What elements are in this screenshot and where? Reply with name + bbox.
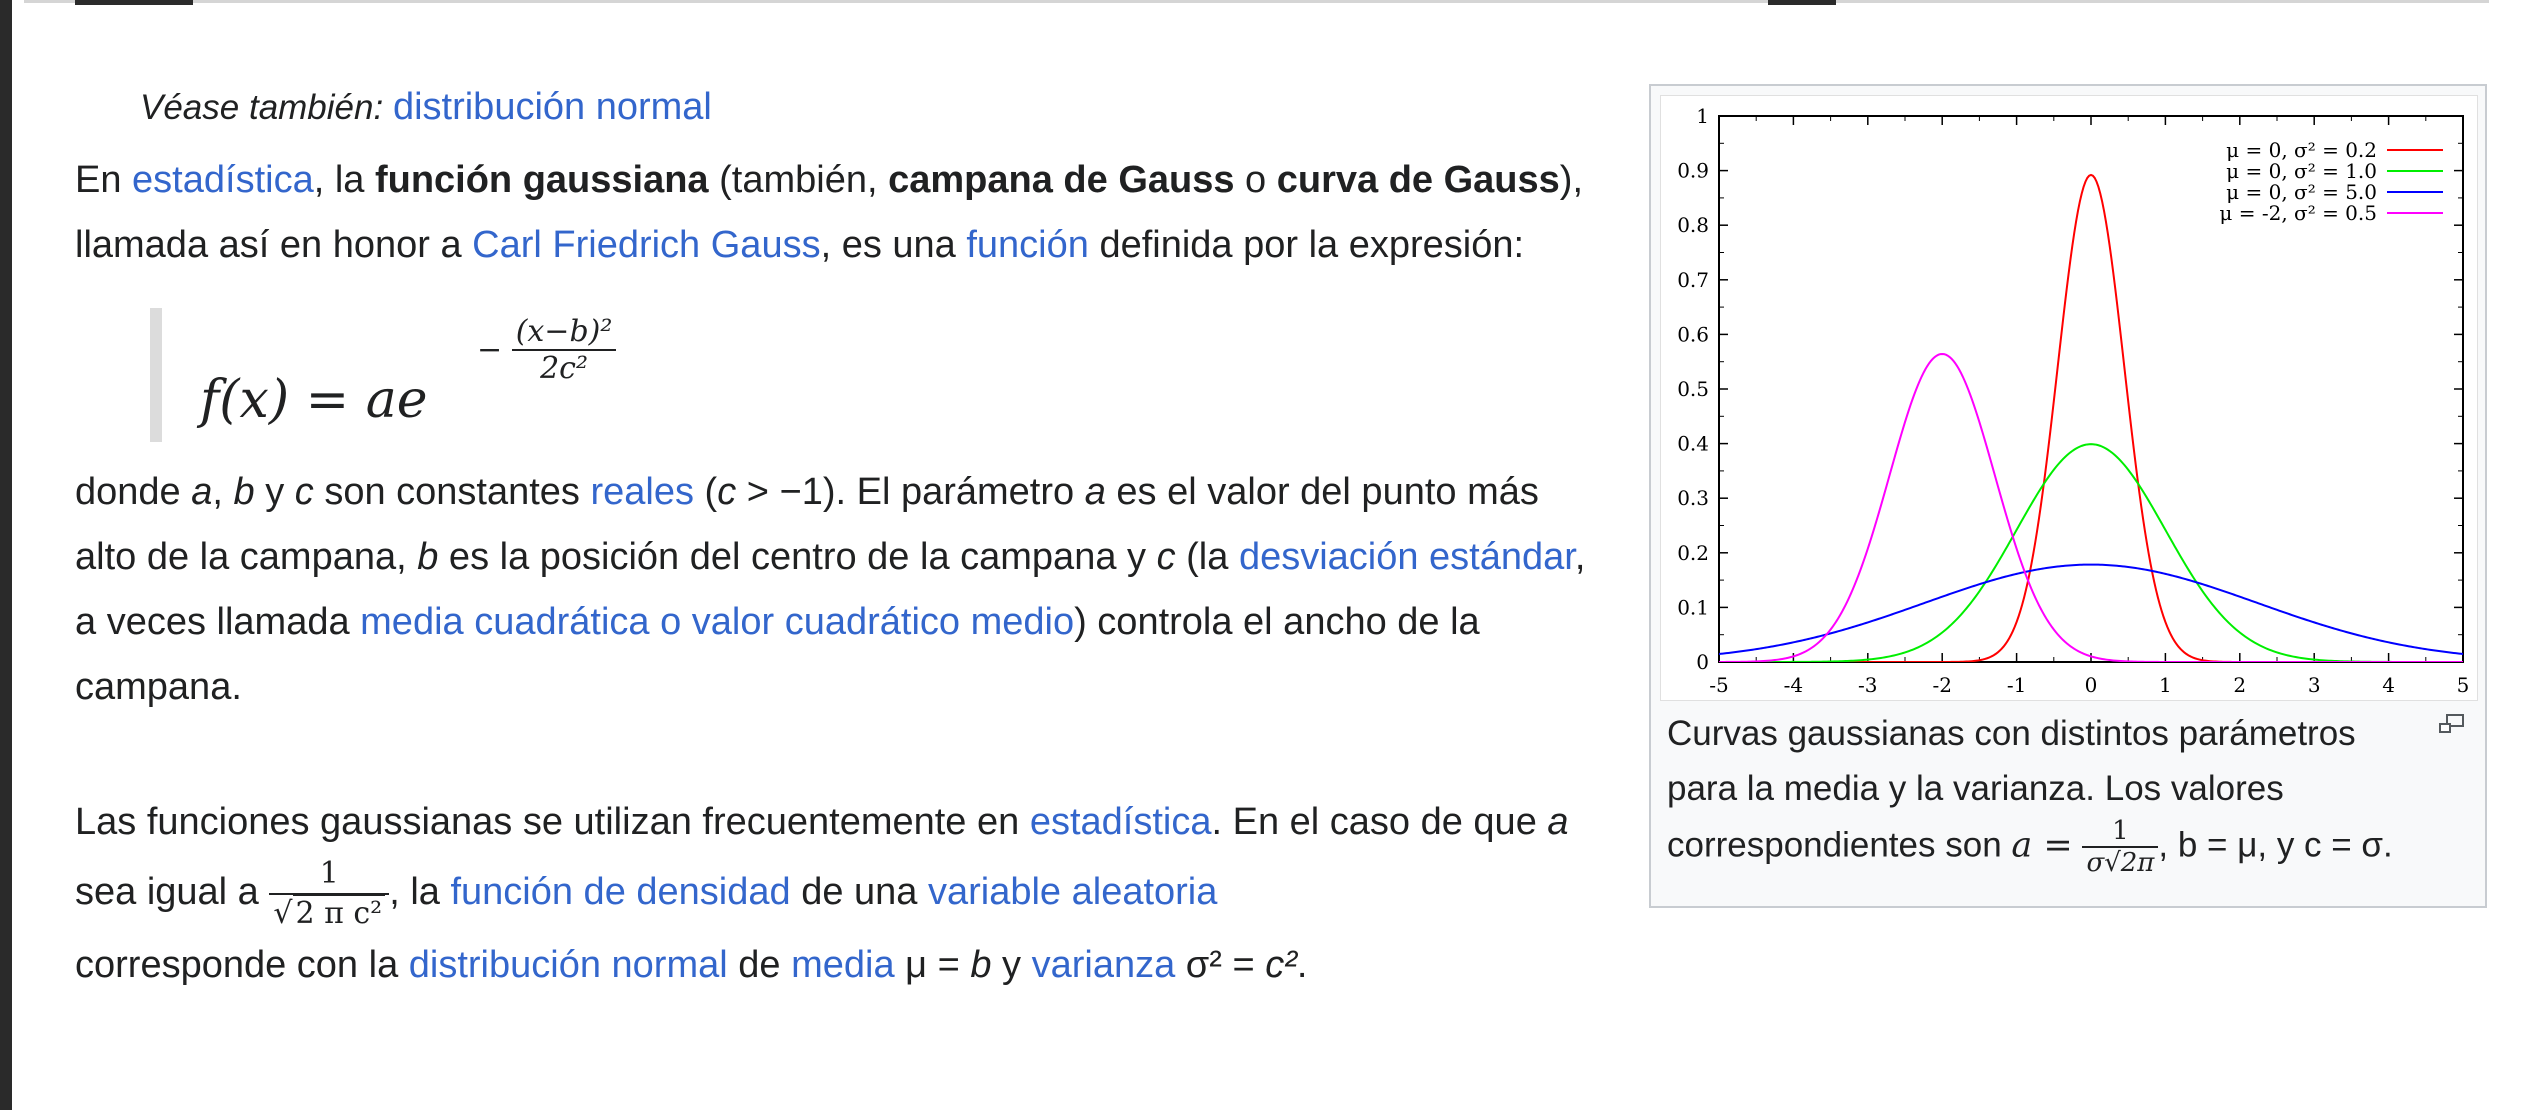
y-tick-label: 0	[1696, 650, 1709, 674]
paragraph-normal	[75, 790, 1595, 998]
text: Las funciones gaussianas se utilizan frecuentemente en	[75, 801, 1030, 843]
link-estadistica-2[interactable]: estadística	[1029, 801, 1212, 843]
var-c: c²	[1265, 944, 1297, 986]
hatnote-link[interactable]: distribución normal	[392, 86, 712, 128]
caption-frac-den: σ√2π	[2086, 848, 2155, 878]
x-tick-label: 2	[2233, 673, 2247, 697]
tab-indicator	[75, 0, 193, 5]
formula-den: 2c²	[540, 351, 588, 386]
x-tick-label: 1	[2159, 673, 2172, 697]
y-tick-label: 0.6	[1677, 322, 1709, 347]
chart-image[interactable]	[1660, 95, 2478, 701]
link-desviacion-estandar[interactable]: desviación estándar	[1238, 536, 1575, 578]
x-tick-label: -5	[1709, 673, 1729, 697]
figure-thumbnail	[1649, 84, 2487, 908]
text: y	[991, 944, 1032, 986]
formula-lhs: f(x) = ae	[200, 370, 428, 430]
caption-line: para la media y la varianza. Los valores	[1667, 769, 2284, 808]
y-tick-label: 0.1	[1677, 595, 1709, 620]
text: (también,	[708, 159, 889, 201]
x-tick-label: -4	[1783, 673, 1804, 697]
y-tick-label: 0.7	[1677, 267, 1709, 292]
text: > −1). El parámetro	[736, 471, 1085, 513]
y-tick-label: 0.3	[1677, 486, 1709, 511]
link-distribucion-normal[interactable]: distribución normal	[408, 944, 728, 986]
fraction-den: √ 2 π c²	[269, 895, 389, 933]
link-reales[interactable]: reales	[590, 471, 694, 513]
paragraph-intro	[75, 148, 1595, 278]
text: o	[1234, 159, 1277, 201]
var-b: b	[417, 536, 439, 578]
text: , la	[313, 159, 375, 201]
bold-term: campana de Gauss	[888, 159, 1235, 201]
text: es la posición del centro de la campana y	[438, 536, 1157, 578]
text: es el valor del punto más alto de la campana,	[75, 471, 1539, 578]
y-tick-label: 0.2	[1677, 540, 1709, 565]
legend-label: μ = 0, σ² = 0.2	[2226, 138, 2377, 162]
formula-exponent	[477, 314, 616, 386]
legend-label: μ = 0, σ² = 1.0	[2226, 159, 2377, 183]
caption-frac-num: 1	[2082, 816, 2158, 848]
text: . En el caso de que	[1211, 801, 1548, 843]
var-c: c	[1156, 536, 1176, 578]
paragraph-parameters	[75, 460, 1595, 720]
window-edge	[0, 0, 12, 1110]
bold-term: curva de Gauss	[1276, 159, 1560, 201]
article-body	[75, 60, 1595, 998]
y-tick-label: 0.8	[1677, 213, 1709, 238]
formula-block	[150, 308, 1595, 442]
x-tick-label: -1	[2006, 673, 2027, 697]
link-gauss[interactable]: Carl Friedrich Gauss	[472, 224, 821, 266]
y-tick-label: 0.9	[1677, 158, 1709, 183]
figure-caption	[1667, 706, 2462, 878]
var-c: c	[294, 471, 314, 513]
bold-term: función gaussiana	[374, 159, 709, 201]
text: son constantes	[313, 471, 591, 513]
caption-fraction	[2082, 816, 2158, 878]
series-line	[1719, 175, 2463, 662]
text: , a veces llamada	[75, 536, 1586, 643]
text: (	[694, 471, 718, 513]
text: ), llamada así en honor a	[75, 159, 1584, 266]
text: corresponde con la	[75, 944, 409, 986]
text: , es una	[820, 224, 967, 266]
text: de una	[790, 871, 928, 914]
text: ) controla el ancho de la campana.	[75, 601, 1480, 708]
y-tick-label: 0.4	[1677, 431, 1709, 456]
text: y	[254, 471, 295, 513]
var-a: a	[1547, 801, 1569, 843]
x-tick-label: 0	[2084, 673, 2098, 697]
text: ,	[212, 471, 234, 513]
var-b: b	[233, 471, 255, 513]
text: sea igual a	[75, 871, 270, 914]
hatnote-prefix: Véase también:	[140, 88, 384, 127]
y-tick-label: 0.5	[1677, 377, 1709, 401]
legend-label: μ = -2, σ² = 0.5	[2219, 201, 2377, 225]
tab-indicator-2	[1768, 0, 1836, 5]
hatnote	[140, 75, 1595, 140]
x-tick-label: 3	[2307, 673, 2321, 697]
fraction-num: 1	[269, 855, 389, 895]
text: En	[75, 159, 133, 201]
top-divider	[24, 0, 2489, 3]
series-line	[1719, 565, 2463, 654]
var-b: b	[970, 944, 992, 986]
series-line	[1719, 354, 2463, 662]
x-tick-label: -3	[1858, 673, 1878, 697]
gaussian-chart	[1661, 96, 2477, 700]
link-funcion-densidad[interactable]: función de densidad	[450, 871, 791, 914]
fraction-normalizer	[269, 855, 389, 933]
link-estadistica[interactable]: estadística	[132, 159, 314, 201]
sqrt-content: 2 π c²	[293, 894, 386, 931]
link-varianza[interactable]: varianza	[1031, 944, 1176, 986]
text: σ² =	[1175, 944, 1266, 986]
caption-line	[1667, 816, 2462, 878]
y-tick-label: 1	[1696, 104, 1709, 128]
var-a: a	[1084, 471, 1106, 513]
text: donde	[75, 471, 192, 513]
caption-text: , b = μ, y c = σ.	[2158, 825, 2393, 865]
x-tick-label: 5	[2456, 673, 2470, 697]
legend-label: μ = 0, σ² = 5.0	[2226, 180, 2377, 204]
x-tick-label: 4	[2382, 673, 2395, 697]
var-a: a	[191, 471, 213, 513]
formula-num: (x−b)²	[512, 314, 617, 351]
caption-math: a =	[2011, 825, 2073, 866]
caption-text: correspondientes son	[1667, 825, 2012, 865]
caption-line: Curvas gaussianas con distintos parámetros	[1667, 714, 2356, 753]
link-media-cuadratica[interactable]: media cuadrática o valor cuadrático medio	[360, 601, 1075, 643]
var-c: c	[717, 471, 737, 513]
text: de	[727, 944, 792, 986]
text: μ =	[894, 944, 971, 986]
text: (la	[1175, 536, 1239, 578]
link-funcion[interactable]: función	[966, 224, 1089, 266]
text: definida por la expresión:	[1088, 224, 1525, 266]
link-media[interactable]: media	[791, 944, 895, 986]
text: , la	[389, 871, 451, 914]
text: .	[1296, 944, 1308, 986]
formula-minus: −	[477, 332, 503, 368]
x-tick-label: -2	[1932, 673, 1952, 697]
link-variable-aleatoria[interactable]: variable aleatoria	[927, 871, 1218, 914]
